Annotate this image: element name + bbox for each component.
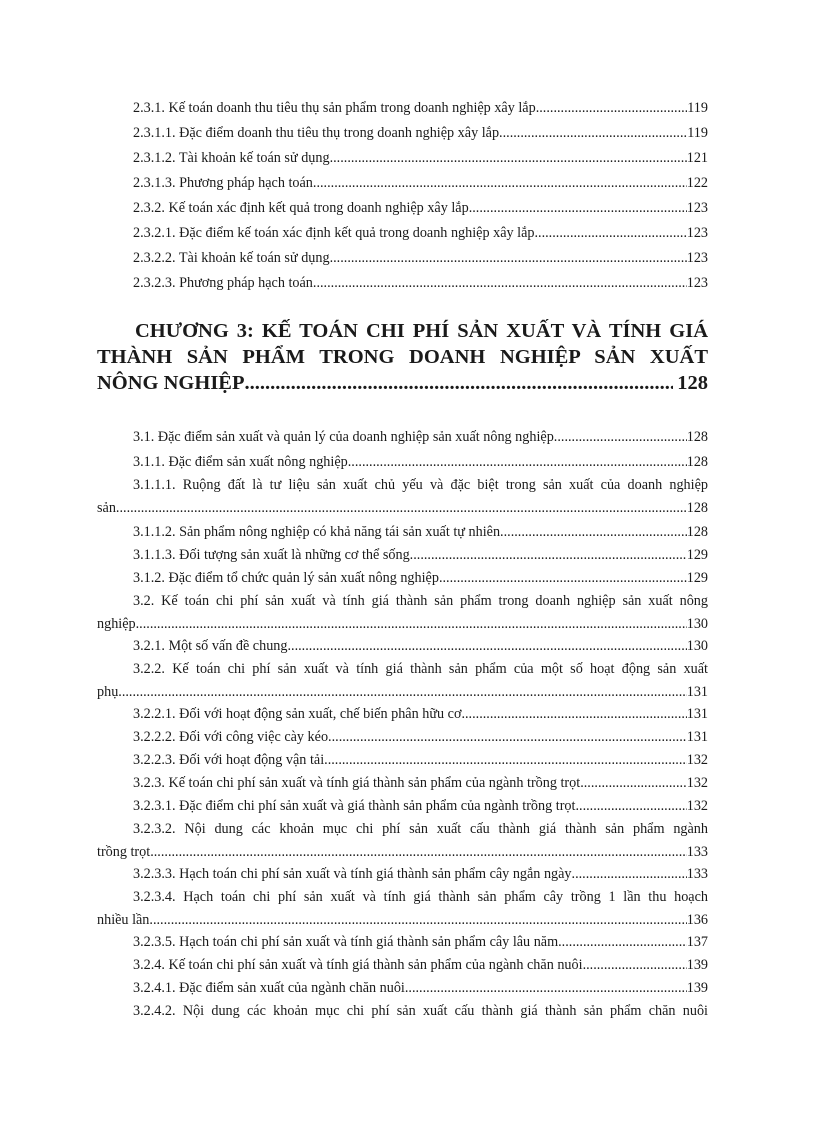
toc-entry[interactable] [133,150,708,167]
toc-entry[interactable] [133,729,708,746]
toc-entry-page: 132 [686,775,708,791]
toc-entry-title: 3.1. Đặc điểm sản xuất và quản lý của doanh nghiệp sản xuất nông nghiệp [133,429,554,445]
toc-entry-page: 132 [686,798,708,814]
toc-entry[interactable] [133,125,708,142]
toc-entry-page: 128 [686,429,708,445]
toc-entry[interactable] [133,454,708,471]
toc-entry-title: 3.2.3.4. Hạch toán chi phí sản xuất và tính giá thành sản phẩm cây trồng 1 lần thu hoạch [133,889,708,905]
toc-entry-page: 129 [686,570,708,586]
leader-dots [405,980,687,997]
toc-entry-wrapped[interactable] [97,477,708,517]
toc-entry-title: 3.2.3. Kế toán chi phí sản xuất và tính giá thành sản phẩm của ngành trồng trọt [133,775,581,791]
toc-entry-page: 123 [686,250,708,266]
toc-entry-title-continued: nhiều lần [97,912,150,928]
toc-entry-page: 132 [686,752,708,768]
chapter-page-number: 128 [677,372,708,394]
leader-dots [330,150,687,167]
toc-entry-page: 131 [686,729,708,745]
toc-entry-page: 123 [686,225,708,241]
leader-dots [330,250,687,267]
toc-entry-page: 122 [686,175,708,191]
toc-entry-wrapped[interactable] [97,661,708,701]
toc-entry-title: 2.3.2. Kế toán xác định kết quả trong doanh nghiệp xây lắp [133,200,469,216]
toc-entry-title: 3.2.2.1. Đối với hoạt động sản xuất, chế biến phân hữu cơ [133,706,462,722]
toc-entry-title: 2.3.1.3. Phương pháp hạch toán [133,175,313,191]
leader-dots [245,370,674,396]
toc-entry-title-continued: phụ [97,684,119,700]
toc-entry-title: 3.2.3.3. Hạch toán chi phí sản xuất và tính giá thành sản phẩm cây ngắn ngày [133,866,572,882]
leader-dots [500,524,687,541]
toc-entry-page: 123 [686,200,708,216]
toc-entry[interactable] [133,980,708,997]
leader-dots [328,729,687,746]
toc-entry-title: 2.3.2.2. Tài khoản kế toán sử dụng [133,250,330,266]
chapter-heading-title-end: NÔNG NGHIỆP [97,372,245,394]
toc-entry[interactable] [133,752,708,769]
toc-entry-page: 130 [686,616,708,632]
leader-dots [348,454,687,471]
leader-dots [324,752,687,769]
toc-entry-page: 133 [686,844,708,860]
toc-entry-page: 130 [686,638,708,654]
toc-entry-title: 3.2.2. Kế toán chi phí sản xuất và tính giá thành sản phẩm của một số hoạt động sản xuất [133,661,708,677]
leader-dots [118,684,686,701]
leader-dots [554,429,687,446]
toc-entry-title: 3.2.4.2. Nội dung các khoản mục chi phí sản xuất cấu thành giá thành sản phẩm chăn nuôi [133,1003,708,1019]
toc-entry[interactable] [133,798,708,815]
toc-entry-page: 128 [686,454,708,470]
toc-entry-title: 3.2.2.3. Đối với hoạt động vận tải [133,752,325,768]
toc-entry-title: 3.1.1.2. Sản phẩm nông nghiệp có khả năng tái sản xuất tự nhiên [133,524,501,540]
leader-dots [439,570,687,587]
leader-dots [461,706,686,723]
toc-entry[interactable] [133,524,708,541]
toc-entry[interactable] [133,934,708,951]
leader-dots [469,200,687,217]
toc-entry-title: 3.1.1.3. Đối tượng sản xuất là những cơ thể sống [133,547,410,563]
toc-entry[interactable] [133,275,708,292]
toc-entry-title: 3.2.1. Một số vấn đề chung [133,638,288,654]
toc-entry[interactable] [133,175,708,192]
toc-entry-page: 119 [687,125,708,141]
toc-entry-title: 3.2.3.2. Nội dung các khoản mục chi phí sản xuất cấu thành giá thành sản phẩm ngành [133,821,708,837]
toc-entry-title-continued: nghiệp [97,616,136,632]
toc-entry[interactable] [133,250,708,267]
toc-entry-page: 137 [686,934,708,950]
leader-dots [313,175,687,192]
toc-entry-page: 139 [686,980,708,996]
leader-dots [150,844,687,861]
leader-dots [558,934,687,951]
leader-dots [499,125,687,142]
leader-dots [572,866,687,883]
toc-entry-title: 3.1.1.1. Ruộng đất là tư liệu sản xuất chủ yếu và đặc biệt trong sản xuất của doanh nghiệp [133,477,708,493]
toc-entry-page: 131 [686,684,708,700]
toc-entry[interactable] [133,429,708,446]
toc-entry-page: 129 [686,547,708,563]
toc-entry-title: 3.1.1. Đặc điểm sản xuất nông nghiệp [133,454,348,470]
toc-entry[interactable] [133,866,708,883]
toc-entry-page: 139 [686,957,708,973]
leader-dots [580,775,687,792]
toc-entry[interactable] [133,547,708,564]
toc-entry-page: 121 [686,150,708,166]
toc-entry[interactable] [133,200,708,217]
toc-entry[interactable] [133,706,708,723]
toc-entry-title: 2.3.1.1. Đặc điểm doanh thu tiêu thụ trong doanh nghiệp xây lắp [133,125,500,141]
chapter-heading-line-2: THÀNH SẢN PHẨM TRONG DOANH NGHIỆP SẢN XUẤT [97,346,708,368]
leader-dots [534,225,686,242]
leader-dots [313,275,687,292]
toc-entry[interactable] [133,638,708,655]
toc-entry-page: 133 [686,866,708,882]
leader-dots [575,798,686,815]
leader-dots [536,100,688,117]
toc-entry-wrapped[interactable] [97,1003,708,1020]
leader-dots [583,957,687,974]
leader-dots [287,638,686,655]
toc-entry-title: 2.3.2.3. Phương pháp hạch toán [133,275,313,291]
toc-entry-title: 2.3.1. Kế toán doanh thu tiêu thụ sản phẩm trong doanh nghiệp xây lắp [133,100,536,116]
toc-entry-title: 3.2.3.1. Đặc điểm chi phí sản xuất và giá thành sản phẩm của ngành trồng trọt [133,798,576,814]
toc-entry-title: 3.2.4. Kế toán chi phí sản xuất và tính giá thành sản phẩm của ngành chăn nuôi [133,957,583,973]
toc-entry-title: 3.2.2.2. Đối với công việc cày kéo [133,729,329,745]
toc-entry-title: 2.3.1.2. Tài khoản kế toán sử dụng [133,150,330,166]
chapter-heading-line-3 [97,370,708,396]
toc-entry-wrapped[interactable] [97,593,708,633]
toc-entry-wrapped[interactable] [97,889,708,929]
chapter-3-heading[interactable] [97,318,708,396]
toc-entry-title: 3.1.2. Đặc điểm tổ chức quản lý sản xuất nông nghiệp [133,570,439,586]
toc-entry-title: 3.2. Kế toán chi phí sản xuất và tính giá thành sản phẩm trong doanh nghiệp sản xuất nông [133,593,708,609]
toc-entry-title-continued: trồng trọt [97,844,151,860]
toc-entry-title: 3.2.3.5. Hạch toán chi phí sản xuất và tính giá thành sản phẩm cây lâu năm [133,934,559,950]
toc-entry[interactable] [133,100,708,117]
toc-entry-page: 128 [686,524,708,540]
toc-entry-page: 123 [686,275,708,291]
toc-entry-wrapped[interactable] [97,821,708,861]
toc-entry[interactable] [133,570,708,587]
toc-entry-page: 128 [686,500,708,516]
toc-entry[interactable] [133,957,708,974]
leader-dots [136,616,687,633]
toc-entry[interactable] [133,775,708,792]
toc-entry-page: 131 [686,706,708,722]
toc-entry-title-continued: sản [97,500,116,516]
toc-entry-title: 3.2.4.1. Đặc điểm sản xuất của ngành chăn nuôi [133,980,405,996]
toc-entry[interactable] [133,225,708,242]
toc-entry-page: 119 [687,100,708,116]
leader-dots [149,912,686,929]
toc-entry-page: 136 [686,912,708,928]
leader-dots [116,500,687,517]
leader-dots [410,547,687,564]
chapter-heading-line-1: CHƯƠNG 3: KẾ TOÁN CHI PHÍ SẢN XUẤT VÀ TÍNH GIÁ [135,320,708,342]
toc-entry-title: 2.3.2.1. Đặc điểm kế toán xác định kết quả trong doanh nghiệp xây lắp [133,225,535,241]
